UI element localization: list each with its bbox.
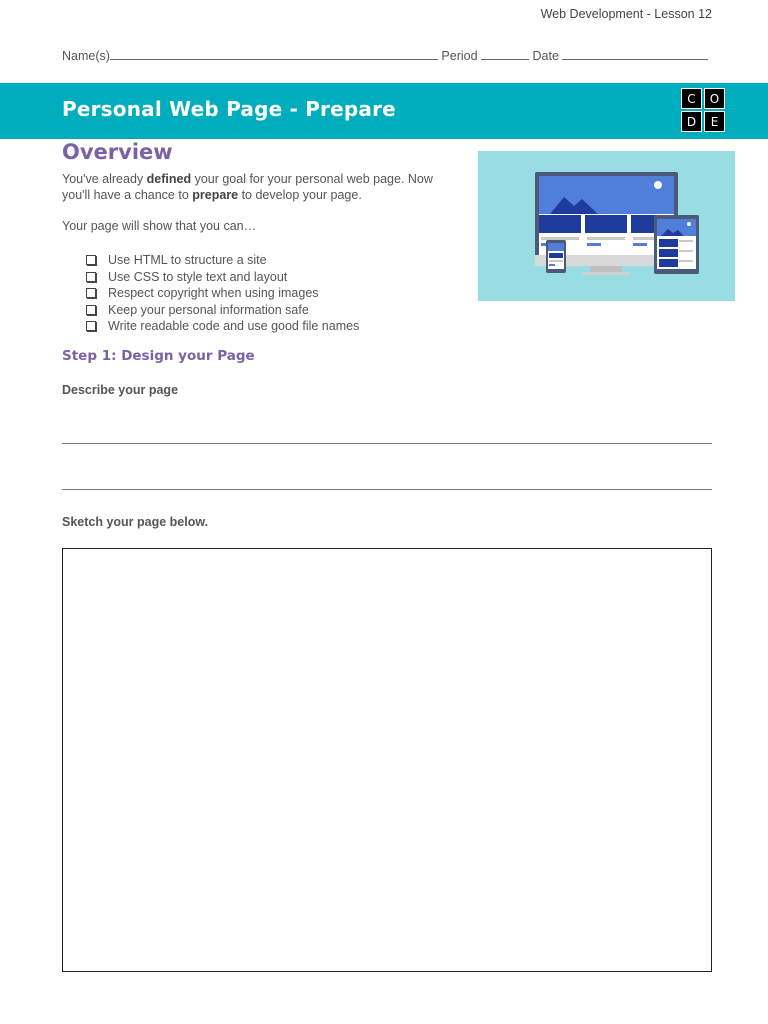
intro-bold-defined: defined [146, 172, 192, 186]
describe-label: Describe your page [62, 383, 179, 397]
checkbox-icon[interactable] [86, 321, 96, 331]
intro-text-2: your goal for your personal web page. Now you'll have a chance to [62, 172, 433, 202]
describe-answer-line-2[interactable] [62, 489, 712, 490]
list-item-label: Use HTML to structure a site [108, 253, 267, 267]
date-label: Date [532, 49, 559, 63]
sketch-label: Sketch your page below. [62, 515, 209, 529]
list-item [86, 252, 359, 269]
checkbox-icon[interactable] [86, 272, 96, 282]
devices-icon [478, 151, 735, 301]
intro-bold-prepare: prepare [192, 188, 239, 202]
logo-letter-c: C [681, 88, 702, 109]
checkbox-icon[interactable] [86, 255, 96, 265]
intro-text-1: You've already [62, 172, 147, 186]
responsive-devices-illustration [478, 151, 735, 301]
can-text: Your page will show that you can… [62, 219, 257, 233]
list-item-label: Write readable code and use good file names [108, 319, 360, 333]
sketch-area[interactable] [62, 548, 712, 972]
page-title: Personal Web Page - Prepare [62, 97, 396, 121]
list-item [86, 269, 359, 286]
logo-letter-d: D [681, 111, 702, 132]
list-item-label: Respect copyright when using images [108, 286, 319, 300]
logo-letter-o: O [704, 88, 725, 109]
name-label: Name(s) [62, 49, 110, 63]
list-item-label: Use CSS to style text and layout [108, 269, 288, 284]
overview-intro [62, 171, 462, 203]
skills-checklist [86, 252, 359, 335]
checkbox-icon[interactable] [86, 305, 96, 315]
period-label: Period [441, 49, 478, 63]
date-blank[interactable] [562, 47, 708, 60]
describe-answer-line-1[interactable] [62, 443, 712, 444]
list-item [86, 318, 359, 335]
code-logo [681, 88, 727, 134]
logo-letter-e: E [704, 111, 725, 132]
overview-heading: Overview [62, 140, 173, 164]
list-item [86, 285, 359, 302]
intro-text-3: to develop your page. [238, 188, 362, 202]
name-blank[interactable] [110, 47, 438, 60]
list-item-label: Keep your personal information safe [108, 302, 309, 317]
title-banner [0, 83, 768, 139]
checkbox-icon[interactable] [86, 288, 96, 298]
step1-heading: Step 1: Design your Page [62, 348, 255, 364]
period-blank[interactable] [481, 47, 529, 60]
list-item [86, 302, 359, 319]
name-period-date-row [62, 47, 712, 63]
lesson-label: Web Development - Lesson 12 [540, 7, 712, 21]
